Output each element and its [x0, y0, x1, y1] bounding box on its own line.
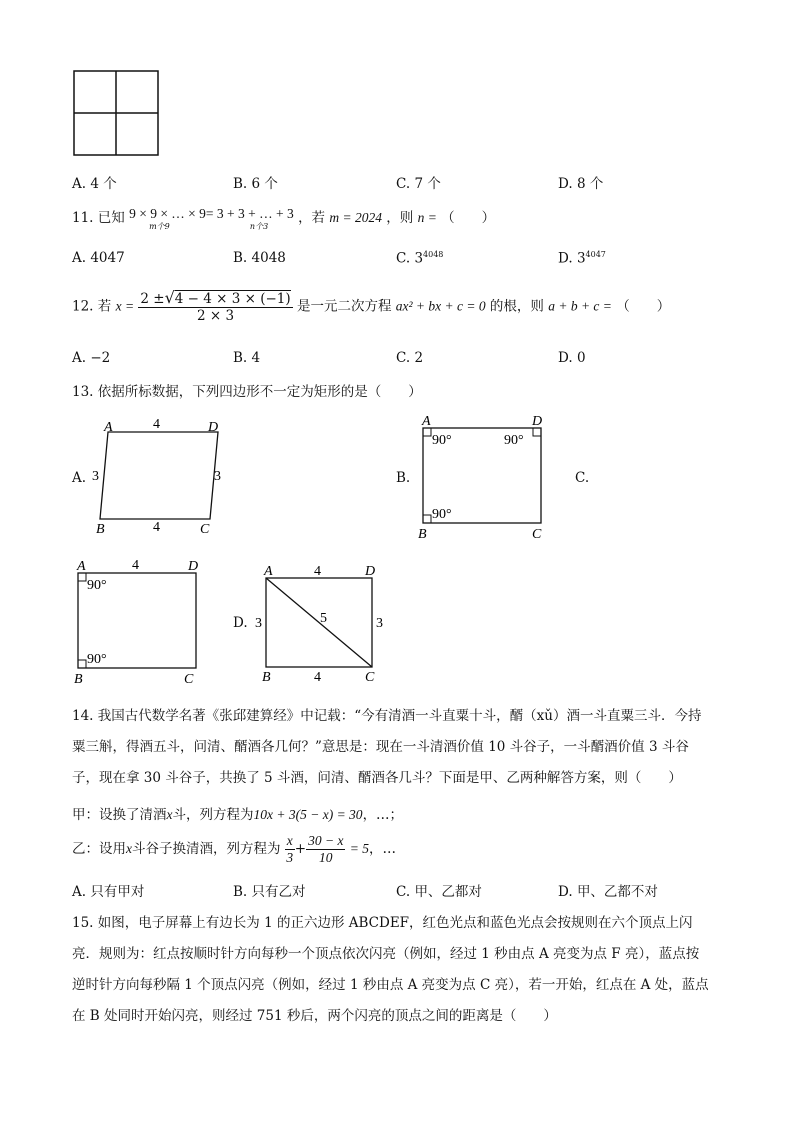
- q10-option-b[interactable]: B. 6 个: [233, 176, 278, 192]
- fig-a-label-c: C: [200, 522, 210, 537]
- q11-option-c[interactable]: C. $3^{4048}$: [396, 250, 444, 267]
- fig-d-right-length: 3: [376, 616, 383, 631]
- q14-option-b[interactable]: B. 只有乙对: [233, 884, 306, 900]
- fig-b-angle-d: 90°: [504, 433, 524, 448]
- q13-option-a[interactable]: A.: [72, 470, 87, 486]
- q10-option-c[interactable]: C. 7 个: [396, 176, 441, 192]
- fig-a-bottom-length: 4: [153, 520, 160, 535]
- fig-c-top-length: 4: [132, 558, 139, 573]
- q10-grid-figure: [72, 69, 162, 157]
- fig-d-bottom-length: 4: [314, 670, 321, 685]
- q13-figure-b: [412, 410, 552, 544]
- q11-option-d[interactable]: D. $3^{4047}$: [558, 250, 606, 267]
- q12-option-c[interactable]: C. 2: [396, 350, 424, 366]
- q14-option-c[interactable]: C. 甲、乙都对: [396, 884, 482, 900]
- q14-solution-jia: 甲：设换了清酒x斗，列方程为10x + 3(5 − x) = 30，…；: [72, 807, 404, 823]
- q14-line-1: 14. 我国古代数学名著《张邱建算经》中记载：“今有清酒一斗直粟十斗，醑（xǔ）酒一斗直粟三斗．今持: [72, 708, 702, 724]
- q12-fraction: $\frac{2 \pm√4 - 4 \times 3 \times (-1)}{2 \times 3}$: [140, 288, 291, 324]
- fig-d-diagonal-length: 5: [320, 611, 327, 626]
- q12-radicand: 4 − 4 × 3 × (−1): [174, 291, 291, 307]
- fig-a-top-length: 4: [153, 417, 160, 432]
- fig-a-label-b: B: [96, 522, 105, 537]
- q10-option-a[interactable]: A. 4 个: [72, 176, 117, 192]
- q15-line-1: 15. 如图，电子屏幕上有边长为 1 的正六边形 ABCDEF，红色光点和蓝色光点会按规则在六个顶点上闪: [72, 915, 693, 931]
- q11-stem: 11. 已知 9 × 9 × … × 9 m个9 = 3 + 3 + … + 3 n个3 ，若 m = 2024 ，则 n = （ ）: [72, 206, 496, 231]
- q14-option-a[interactable]: A. 只有甲对: [72, 884, 145, 900]
- fig-b-angle-a: 90°: [432, 433, 452, 448]
- fig-c-label-d: D: [188, 559, 199, 574]
- q11-sum-term: = 3 + 3 + … + 3 n个3: [205, 206, 294, 231]
- q13-figure-c: [72, 555, 212, 689]
- q13-stem: 13. 依据所标数据，下列四边形不一定为矩形的是（ ）: [72, 384, 422, 400]
- q12-option-a[interactable]: A. −2: [72, 350, 111, 366]
- fig-a-left-length: 3: [92, 469, 99, 484]
- q15-line-2: 亮．规则为：红点按顺时针方向每秒一个顶点依次闪亮（例如，经过 1 秒由点 A 亮变为点 F 亮），蓝点按: [72, 946, 700, 962]
- fig-b-label-b: B: [418, 527, 427, 542]
- fig-a-right-length: 3: [214, 469, 221, 484]
- q10-option-d[interactable]: D. 8 个: [558, 176, 604, 192]
- fig-c-label-a: A: [77, 559, 86, 574]
- fig-b-label-d: D: [532, 414, 543, 429]
- q14-line-3: 子，现在拿 30 斗谷子，共换了 5 斗酒，问清、醑酒各几斗？下面是甲、乙两种解答方案，则（ ）: [72, 770, 682, 786]
- fig-b-angle-b: 90°: [432, 507, 452, 522]
- q13-figure-d: [252, 560, 392, 688]
- fig-c-angle-a: 90°: [87, 578, 107, 593]
- fig-d-label-a: A: [264, 564, 273, 579]
- fig-b-label-c: C: [532, 527, 542, 542]
- fig-d-label-d: D: [365, 564, 376, 579]
- fig-d-top-length: 4: [314, 564, 321, 579]
- q15-line-3: 逆时针方向每秒隔 1 个顶点闪亮（例如，经过 1 秒由点 A 亮变为点 C 亮），若一开始，红点在 A 处，蓝点: [72, 977, 709, 993]
- fig-a-label-d: D: [208, 420, 219, 435]
- q12-stem: 12. 若 x = $\frac{2 \pm√4 - 4 \times 3 \times (-1)}{2 \times 3}$ 是一元二次方程 ax² + bx + c = 0 的根，则 a + b + c = （ ）: [72, 288, 671, 324]
- q11-brace-label-right: n个3: [249, 222, 269, 231]
- fig-d-label-b: B: [262, 670, 271, 685]
- q11-product-term: 9 × 9 × … × 9 m个9: [129, 206, 206, 231]
- fig-a-label-a: A: [104, 420, 113, 435]
- q15-line-4: 在 B 处同时开始闪亮，则经过 751 秒后，两个闪亮的顶点之间的距离是（ ）: [72, 1008, 557, 1024]
- q11-option-b[interactable]: B. 4048: [233, 250, 286, 266]
- q13-figure-a: [86, 415, 226, 539]
- q14-option-d[interactable]: D. 甲、乙都不对: [558, 884, 658, 900]
- q13-option-c[interactable]: C.: [575, 470, 590, 486]
- q14-fraction-1: $\frac{x}{3}$: [286, 833, 294, 865]
- q12-option-d[interactable]: D. 0: [558, 350, 586, 366]
- q11-option-a[interactable]: A. 4047: [72, 250, 125, 266]
- fig-c-label-b: B: [74, 672, 83, 687]
- q12-option-b[interactable]: B. 4: [233, 350, 261, 366]
- q14-solution-yi: 乙：设用x斗谷子换清酒，列方程为 $\frac{x}{3}$ + $\frac{30 - x}{10}$ = 5，…: [72, 833, 397, 865]
- fig-b-label-a: A: [422, 414, 431, 429]
- fig-d-left-length: 3: [255, 616, 262, 631]
- q13-option-d[interactable]: D.: [233, 615, 248, 631]
- q11-brace-label-left: m个9: [149, 222, 170, 231]
- fig-c-angle-b: 90°: [87, 652, 107, 667]
- q14-fraction-2: $\frac{30 - x}{10}$: [308, 833, 344, 865]
- q13-option-b[interactable]: B.: [396, 470, 411, 486]
- fig-c-label-c: C: [184, 672, 194, 687]
- q14-line-2: 粟三斛，得酒五斗，问清、醑酒各几何？”意思是：现在一斗清酒价值 10 斗谷子，一斗醑酒价值 3 斗谷: [72, 739, 689, 755]
- fig-d-label-c: C: [365, 670, 375, 685]
